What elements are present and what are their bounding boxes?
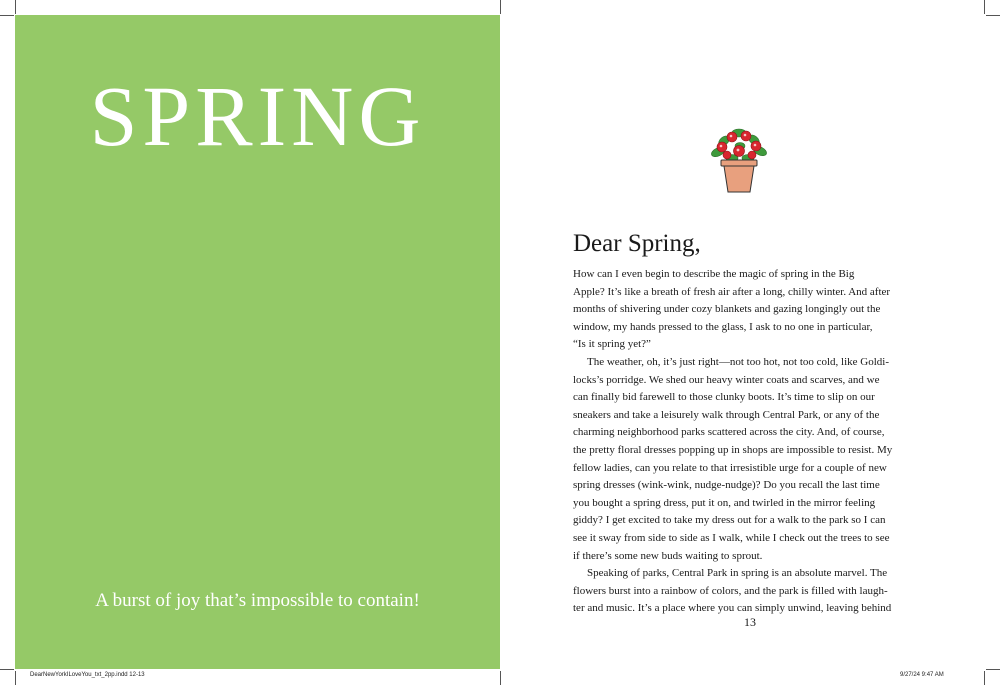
- body-line: see it sway from side to side as I walk, while I check out the trees to see: [573, 531, 890, 544]
- body-line: you bought a spring dress, put it on, and twirled in the mirror feeling: [573, 496, 876, 509]
- body-line: the pretty floral dresses popping up in shops are impossible to resist. My: [573, 443, 893, 456]
- body-line: How can I even begin to describe the magic of spring in the Big: [573, 268, 855, 280]
- body-line: locks’s porridge. We shed our heavy winter coats and scarves, and we: [573, 373, 880, 386]
- body-line: fellow ladies, can you relate to that irresistible urge for a couple of new: [573, 461, 887, 474]
- letter-heading: Dear Spring,: [573, 230, 701, 257]
- page-number: 13: [744, 615, 756, 629]
- crop-mark: [15, 0, 16, 14]
- body-line: if there’s some new buds waiting to sprout.: [573, 549, 763, 562]
- left-page: [15, 15, 500, 669]
- right-page: [500, 0, 1000, 685]
- body-line: “Is it spring yet?”: [573, 338, 651, 351]
- body-line: Apple? It’s like a breath of fresh air after a long, chilly winter. And after: [573, 285, 891, 298]
- crop-mark: [500, 671, 501, 685]
- body-line: sneakers and take a leisurely walk through Central Park, or any of the: [573, 408, 880, 421]
- crop-mark: [986, 15, 1000, 16]
- body-line: ter and music. It’s a place where you can simply unwind, leaving behind: [573, 602, 892, 615]
- body-line: spring dresses (wink-wink, nudge-nudge)? Do you recall the last time: [573, 479, 880, 492]
- crop-mark: [984, 0, 985, 14]
- body-line: charming neighborhood parks scattered across the city. And, of course,: [573, 426, 885, 439]
- chapter-title: SPRING: [89, 68, 426, 164]
- crop-mark: [15, 671, 16, 685]
- letter-body: [573, 266, 928, 618]
- body-line: months of shivering under cozy blankets and gazing longingly out the: [573, 303, 881, 316]
- body-line: The weather, oh, it’s just right—not too hot, not too cold, like Goldi-: [587, 355, 890, 368]
- crop-mark: [984, 671, 985, 685]
- slug-filename: DearNewYorkILoveYou_txt_2pp.indd 12-13: [30, 672, 145, 678]
- crop-mark: [986, 669, 1000, 670]
- body-line: window, my hands pressed to the glass, I ask to no one in particular,: [573, 320, 873, 333]
- crop-mark: [0, 669, 14, 670]
- flower-pot-icon: [710, 124, 768, 194]
- body-line: Speaking of parks, Central Park in spring is an absolute marvel. The: [587, 567, 888, 580]
- chapter-tagline: A burst of joy that’s impossible to contain!: [95, 590, 420, 611]
- body-line: can finally bid farewell to those clunky boots. It’s time to slip on our: [573, 391, 875, 404]
- slug-timestamp: 9/27/24 9:47 AM: [900, 672, 944, 678]
- body-line: giddy? I get excited to take my dress out for a walk to the park so I can: [573, 514, 886, 527]
- crop-mark: [0, 15, 14, 16]
- crop-mark: [500, 0, 501, 14]
- body-line: flowers burst into a rainbow of colors, and the park is filled with laugh-: [573, 584, 888, 597]
